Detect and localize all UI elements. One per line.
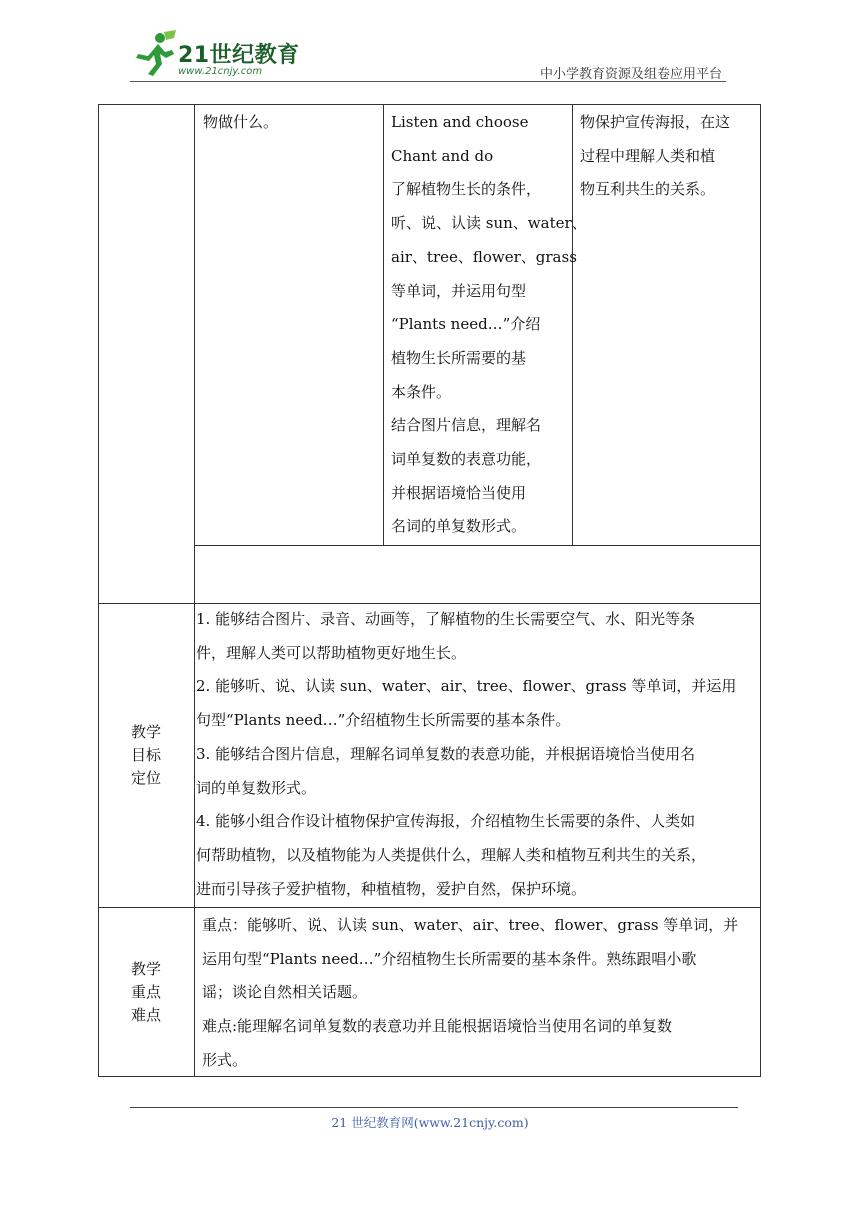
table-border-left — [98, 104, 99, 1077]
cell-line: 并根据语境恰当使用 — [391, 483, 527, 502]
logo-url: www.21cnjy.com — [178, 66, 263, 77]
label-line: 教学 — [130, 960, 161, 978]
table-inner-row-line — [194, 545, 761, 546]
goals-content — [196, 603, 758, 906]
goal-line: 2. 能够听、说、认读 sun、water、air、tree、flower、grass 等单词，并运用 — [196, 677, 737, 696]
activity-cell-a — [203, 106, 378, 140]
cell-line: 物互利共生的关系。 — [580, 180, 716, 199]
cell-line: 听、说、认读 sun、water、 — [391, 214, 587, 233]
keypoint-line: 谣；谈论自然相关话题。 — [202, 983, 368, 1002]
table-border-top — [98, 104, 761, 105]
label-line: 目标 — [130, 746, 161, 764]
label-line: 重点 — [130, 983, 161, 1001]
keypoints-label — [98, 958, 194, 1027]
footer-text: 21 世纪教育网(www.21cnjy.com) — [331, 1115, 529, 1130]
cell-line: 结合图片信息，理解名 — [391, 416, 542, 435]
cell-line: 过程中理解人类和植 — [580, 146, 716, 165]
cell-line: Listen and choose — [391, 113, 529, 131]
goals-label — [98, 721, 194, 790]
goal-line: 何帮助植物，以及植物能为人类提供什么，理解人类和植物互利共生的关系， — [196, 845, 707, 864]
goal-line: 1. 能够结合图片、录音、动画等，了解植物的生长需要空气、水、阳光等条 — [196, 610, 696, 628]
cell-line: Chant and do — [391, 146, 494, 165]
goal-line: 句型“Plants need…”介绍植物生长所需要的基本条件。 — [196, 711, 571, 730]
cell-line: air、tree、flower、grass — [391, 247, 577, 266]
cell-line: “Plants need…”介绍 — [391, 315, 541, 334]
cell-line: 物做什么。 — [203, 113, 279, 131]
logo-text: 21世纪教育 — [178, 43, 300, 68]
keypoint-line: 重点：能够听、说、认读 sun、water、air、tree、flower、grass 等单词，并 — [202, 916, 739, 934]
cell-line: 等单词，并运用句型 — [391, 281, 527, 300]
table-label-divider — [194, 104, 195, 1077]
keypoint-line: 形式。 — [202, 1050, 248, 1069]
goal-line: 4. 能够小组合作设计植物保护宣传海报，介绍植物生长需要的条件、人类如 — [196, 812, 696, 831]
cell-line: 本条件。 — [391, 382, 452, 401]
label-line: 难点 — [130, 1006, 161, 1024]
goal-line: 3. 能够结合图片信息，理解名词单复数的表意功能，并根据语境恰当使用名 — [196, 744, 696, 763]
cell-line: 物保护宣传海报，在这 — [580, 113, 731, 131]
label-line: 定位 — [130, 769, 161, 787]
activity-cell-c — [580, 106, 758, 207]
cell-line: 名词的单复数形式。 — [391, 517, 527, 536]
goal-line: 词的单复数形式。 — [196, 778, 317, 797]
label-line: 教学 — [130, 723, 161, 741]
keypoint-line: 运用句型“Plants need…”介绍植物生长所需要的基本条件。熟练跟唱小歌 — [202, 949, 697, 968]
table-col-divider-1 — [383, 104, 384, 545]
goal-line: 件，理解人类可以帮助植物更好地生长。 — [196, 643, 467, 662]
goal-line: 进而引导孩子爱护植物，种植植物，爱护自然，保护环境。 — [196, 879, 587, 898]
keypoints-content — [202, 909, 758, 1078]
table-row-line-2 — [98, 907, 761, 908]
cell-line: 词单复数的表意功能， — [391, 450, 542, 469]
footer-divider — [130, 1107, 738, 1108]
table-border-right — [760, 104, 761, 1077]
table-col-divider-2 — [572, 104, 573, 545]
platform-name: 中小学教育资源及组卷应用平台 — [539, 67, 722, 82]
keypoint-line: 难点:能理解名词单复数的表意功并且能根据语境恰当使用名词的单复数 — [202, 1017, 673, 1036]
cell-line: 了解植物生长的条件， — [391, 180, 542, 199]
cell-line: 植物生长所需要的基 — [391, 348, 527, 367]
activity-cell-b — [391, 106, 587, 544]
